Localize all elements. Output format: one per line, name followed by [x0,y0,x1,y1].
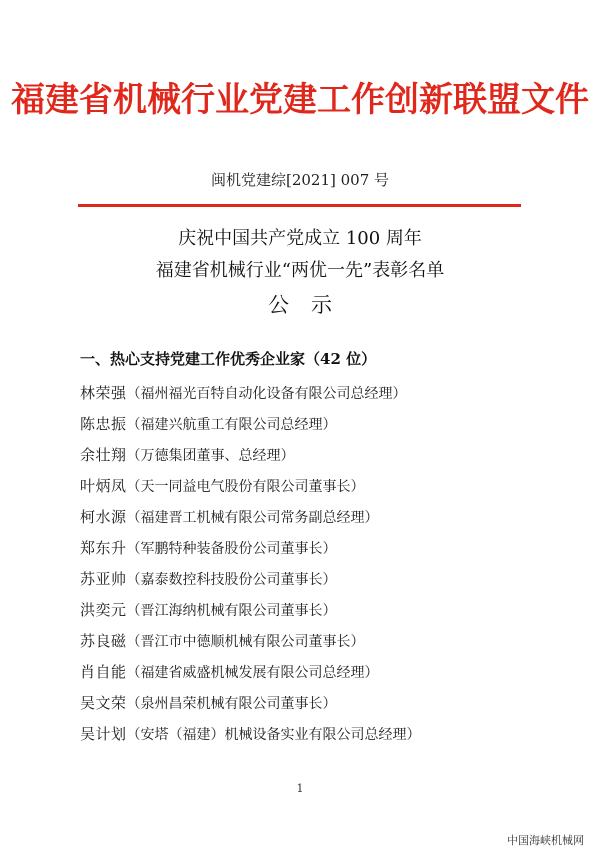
person-name: 吴计划 [80,725,127,743]
section-title: 一、热心支持党建工作优秀企业家（42 位） [80,350,377,368]
letterhead-divider [78,204,521,207]
person-detail: （晋江海纳机械有限公司董事长） [126,603,337,619]
person-detail: （泉州昌荣机械有限公司董事长） [126,696,337,712]
list-item [80,533,421,564]
list-item [80,595,421,626]
person-name: 柯水源 [80,508,127,526]
person-detail: （军鹏特种装备股份公司董事长） [126,541,337,557]
list-item [80,657,421,688]
heading-announcement: 公示 [268,293,354,317]
person-detail: （万德集团董事、总经理） [126,448,295,464]
list-item [80,626,421,657]
list-item [80,502,421,533]
list-item [80,564,421,595]
person-name: 郑东升 [80,539,127,557]
list-item [80,719,421,750]
person-name: 吴文荣 [80,694,127,712]
org-letterhead-title: 福建省机械行业党建工作创新联盟文件 [11,80,589,120]
list-item [80,688,421,719]
list-item [80,440,421,471]
page-number: 1 [296,782,304,795]
person-name: 林荣强 [80,384,127,402]
person-detail: （安塔（福建）机械设备实业有限公司总经理） [126,727,421,743]
person-name: 叶炳凤 [80,477,127,495]
person-detail: （福州福光百特自动化设备有限公司总经理） [126,386,407,402]
person-name: 余壮翔 [80,446,127,464]
person-detail: （晋江市中德顺机械有限公司董事长） [126,634,365,650]
person-detail: （天一同益电气股份有限公司董事长） [126,479,365,495]
person-name: 洪奕元 [80,601,127,619]
person-name: 苏亚帅 [80,570,127,588]
person-detail: （福建省威盛机械发展有限公司总经理） [126,665,379,681]
person-detail: （嘉泰数控科技股份公司董事长） [126,572,337,588]
list-item [80,409,421,440]
person-detail: （福建晋工机械有限公司常务副总经理） [126,510,379,526]
person-name: 肖自能 [80,663,127,681]
heading-line-2: 福建省机械行业“两优一先”表彰名单 [155,260,445,281]
list-item [80,378,421,409]
site-watermark: 中国海峡机械网 [507,834,584,847]
person-name: 苏良磁 [80,632,127,650]
list-item [80,471,421,502]
person-name: 陈忠振 [80,415,127,433]
heading-line-1: 庆祝中国共产党成立 100 周年 [178,228,422,249]
honoree-list [80,378,421,750]
person-detail: （福建兴航重工有限公司总经理） [126,417,337,433]
document-number: 闽机党建综[2021] 007 号 [210,171,390,189]
